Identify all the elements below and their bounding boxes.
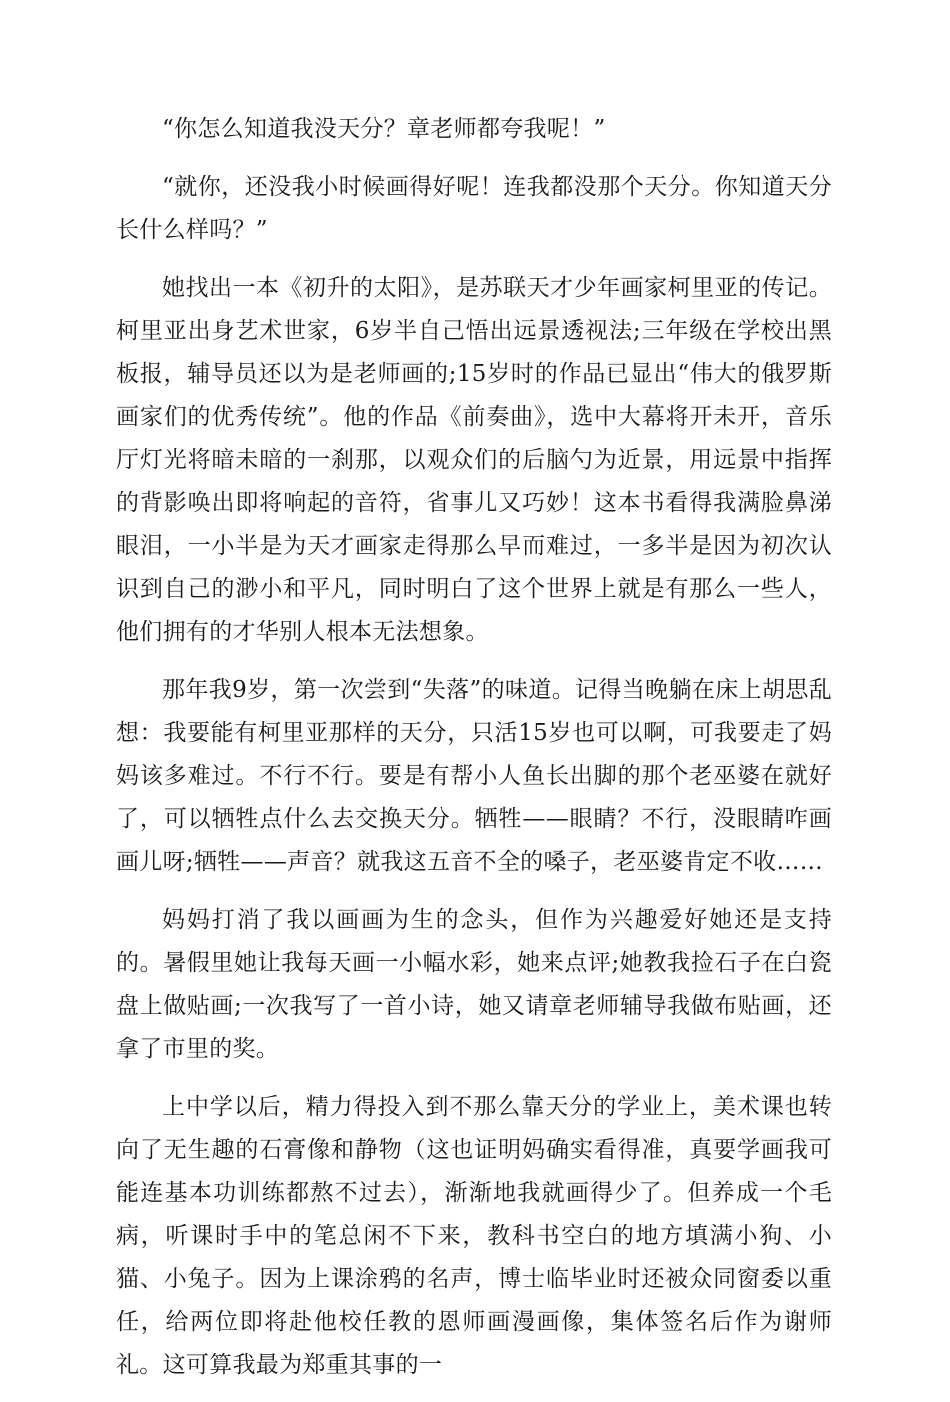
paragraph-biography: 她找出一本《初升的太阳》，是苏联天才少年画家柯里亚的传记。柯里亚出身艺术世家，6岁半自己悟出远景透视法;三年级在学校出黑板报，辅导员还以为是老师画的;15岁时的作品已显出“伟大的俄罗斯画家们的优秀传统”。他的作品《前奏曲》，选中大幕将开未开，音乐厅灯光将暗未暗的一刹那，以观众们的后脑勺为近景，用远景中指挥的背影唤出即将响起的音符，省事儿又巧妙！这本书看得我满脸鼻涕眼泪，一小半是为天才画家走得那么早而难过，一多半是因为初次认识到自己的渺小和平凡，同时明白了这个世界上就是有那么一些人，他们拥有的才华别人根本无法想象。 — [116, 275, 832, 645]
paragraph-hobby: 妈妈打消了我以画画为生的念头，但作为兴趣爱好她还是支持的。暑假里她让我每天画一小幅水彩，她来点评;她教我捡石子在白瓷盘上做贴画;一次我写了一首小诗，她又请章老师辅导我做布贴画，还拿了市里的奖。 — [116, 907, 832, 1062]
article-body — [116, 108, 832, 1402]
paragraph-dialogue-2: “就你，还没我小时候画得好呢！连我都没那个天分。你知道天分长什么样吗？” — [116, 174, 832, 243]
paragraph-middle-school: 上中学以后，精力得投入到不那么靠天分的学业上，美术课也转向了无生趣的石膏像和静物（这也证明妈确实看得准，真要学画我可能连基本功训练都熬不过去），渐渐地我就画得少了。但养成一个毛病，听课时手中的笔总闲不下来，教科书空白的地方填满小狗、小猫、小兔子。因为上课涂鸦的名声，博士临毕业时还被众同窗委以重任，给两位即将赴他校任教的恩师画漫画像，集体签名后作为谢师礼。这可算我最为郑重其事的一 — [116, 1094, 832, 1378]
paragraph-dialogue-1: “你怎么知道我没天分？章老师都夸我呢！” — [162, 116, 606, 142]
paragraph-age-nine: 那年我9岁，第一次尝到“失落”的味道。记得当晚躺在床上胡思乱想：我要能有柯里亚那样的天分，只活15岁也可以啊，可我要走了妈妈该多难过。不行不行。要是有帮小人鱼长出脚的那个老巫婆在就好了，可以牺牲点什么去交换天分。牺牲——眼睛？不行，没眼睛咋画画儿呀;牺牲——声音？就我这五音不全的嗓子，老巫婆肯定不收…… — [116, 677, 832, 875]
